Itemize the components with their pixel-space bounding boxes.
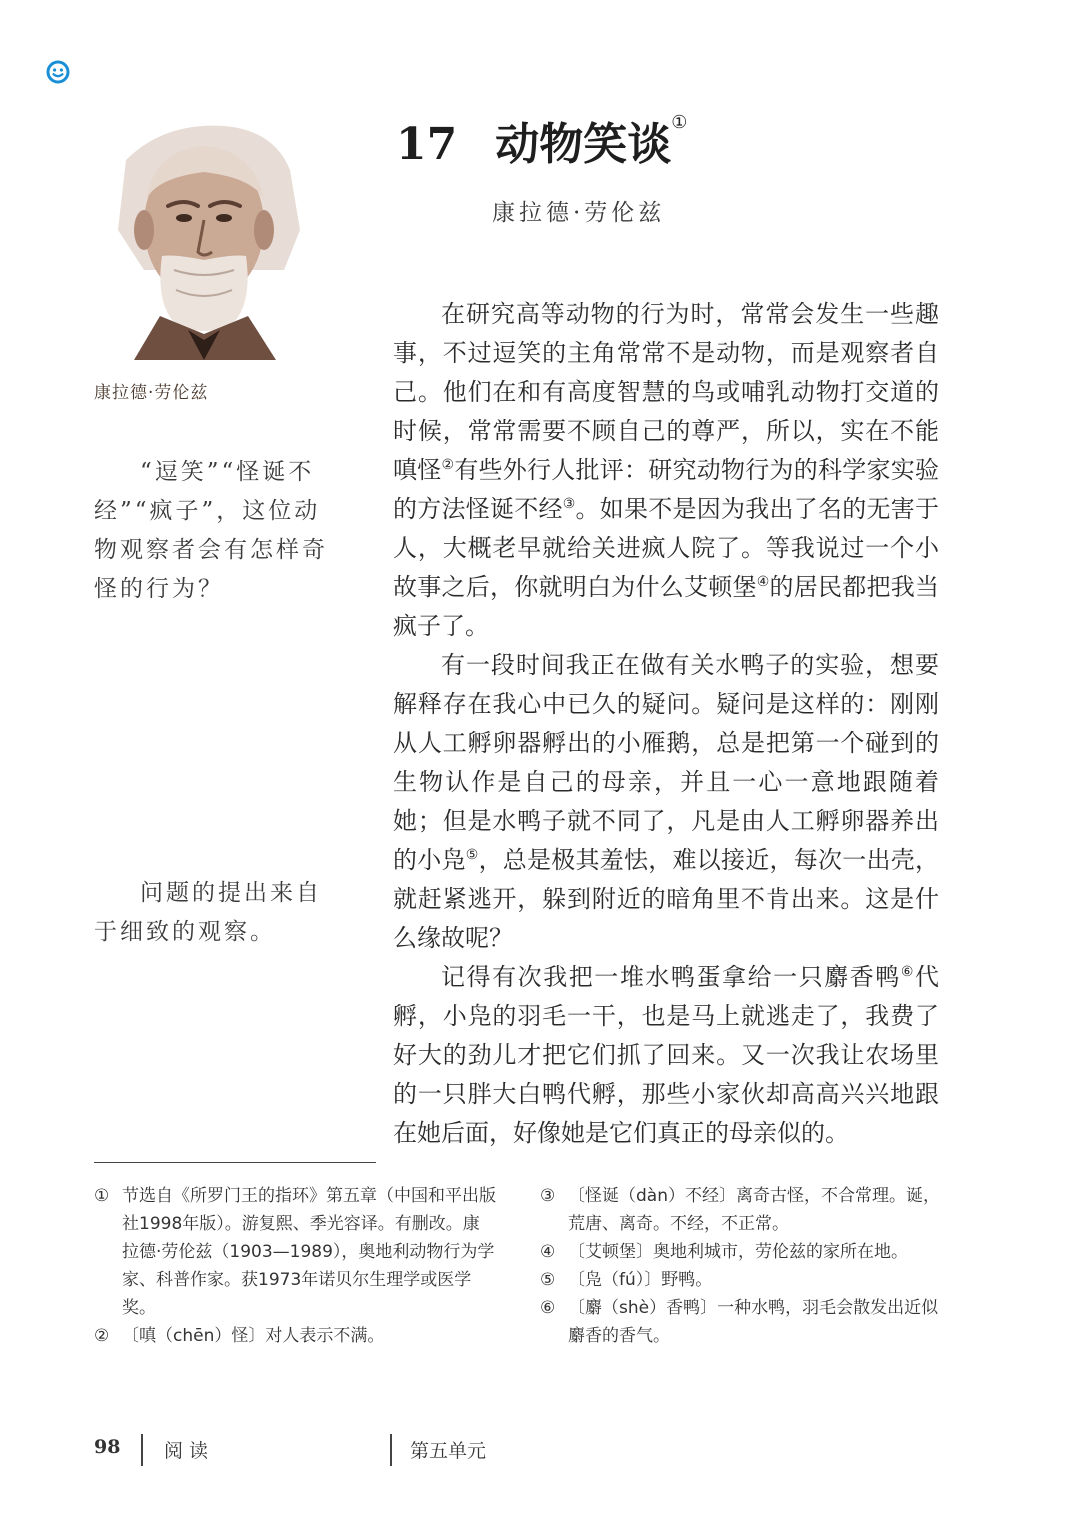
lesson-number: 17 [396,119,458,170]
footnote-mark: ⑥ [540,1298,556,1318]
footnote [540,1238,940,1266]
author-name: 康拉德·劳伦兹 [492,200,666,226]
footnote [540,1294,940,1350]
footer-divider [141,1434,143,1466]
margin-note [94,874,334,952]
footnote-mark: ③ [540,1186,556,1206]
footnote-text: 〔嗔（chēn）怪〕对人表示不满。 [122,1326,385,1346]
footer-divider [390,1434,392,1466]
footnote-ref: ③ [562,496,576,512]
smiley-icon [46,60,70,84]
footnote [94,1322,496,1350]
page-number: 98 [94,1436,121,1458]
text-run: 有些外行人批评：研究动物行为的科学家实验的方法怪诞不经 [393,456,940,523]
paragraph [393,646,939,958]
footnote-ref: ④ [756,574,770,590]
footnote-text: 〔艾顿堡〕奥地利城市，劳伦兹的家所在地。 [568,1242,908,1262]
text-run: 记得有次我把一堆水鸭蛋拿给一只麝香鸭 [441,963,901,991]
text-run: 有一段时间我正在做有关水鸭子的实验，想要解释存在我心中已久的疑问。疑问是这样的：刚刚从人工孵卵器孵出的小雁鹅，总是把第一个碰到的生物认作是自己的母亲，并且一心一意地跟随着她；但是水鸭子就不同了，凡是由人工孵卵器养出的小凫 [393,651,939,874]
lesson-title-text: 动物笑谈 [495,119,672,170]
footnote-text: 〔怪诞（dàn）不经〕离奇古怪，不合常理。诞，荒唐、离奇。不经，不正常。 [568,1186,940,1234]
portrait-illustration [104,120,304,360]
footnote-mark: ① [94,1186,110,1206]
paragraph [393,295,939,646]
footnote-text: 〔凫（fú）〕野鸭。 [568,1270,713,1290]
text-run: 在研究高等动物的行为时，常常会发生一些趣事，不过逗笑的主角常常不是动物，而是观察者自己。他们在和有高度智慧的鸟或哺乳动物打交道的时候，常常需要不顾自己的尊严，所以，实在不能嗔怪 [393,300,939,484]
footer-section: 阅读 [164,1440,215,1462]
footnote [540,1266,940,1294]
footnote-mark: ⑤ [540,1270,556,1290]
footnote-text: 节选自《所罗门王的指环》第五章（中国和平出版社1998年版）。游复熙、季光容译。有删改。康拉德·劳伦兹（1903—1989），奥地利动物行为学家、科普作家。获1973年诺贝尔生理学或医学奖。 [122,1186,496,1318]
footnote-ref: ⑥ [900,964,915,980]
footnote [94,1182,496,1322]
footnote [540,1182,940,1238]
margin-question [94,453,334,609]
portrait-caption: 康拉德·劳伦兹 [94,383,209,403]
footnote-mark: ② [94,1326,110,1346]
text-run: ，总是极其羞怯，难以接近，每次一出壳，就赶紧逃开，躲到附近的暗角里不肯出来。这是什么缘故呢？ [393,846,940,952]
footer-unit: 第五单元 [410,1440,487,1462]
lesson-title [396,108,687,172]
footnotes-right [540,1182,940,1350]
footnotes-left [94,1182,496,1350]
footnote-divider [94,1162,376,1163]
margin-note-text: 问题的提出来自于细致的观察。 [94,880,322,945]
paragraph [393,958,939,1153]
footnote-text: 〔麝（shè）香鸭〕一种水鸭，羽毛会散发出近似麝香的香气。 [568,1298,939,1346]
footnote-mark: ④ [540,1242,556,1262]
text-run: 。如果不是因为我出了名的无害于人，大概老早就给关进疯人院了。等我说过一个小故事之后，你就明白为什么艾顿堡 [393,495,940,601]
text-run: 代孵，小凫的羽毛一干，也是马上就逃走了，我费了好大的劲儿才把它们抓了回来。又一次我让农场里的一只胖大白鸭代孵，那些小家伙却高高兴兴地跟在她后面，好像她是它们真正的母亲似的。 [393,963,939,1147]
margin-question-text: “逗笑”“怪诞不经”“疯子”，这位动物观察者会有怎样奇怪的行为？ [94,459,328,602]
text-run: 的居民都把我当疯子了。 [393,573,940,640]
footnote-ref: ⑤ [465,847,479,863]
article-body [393,295,939,1153]
footnote-ref: ② [441,457,455,473]
title-footnote-mark: ① [671,112,688,133]
